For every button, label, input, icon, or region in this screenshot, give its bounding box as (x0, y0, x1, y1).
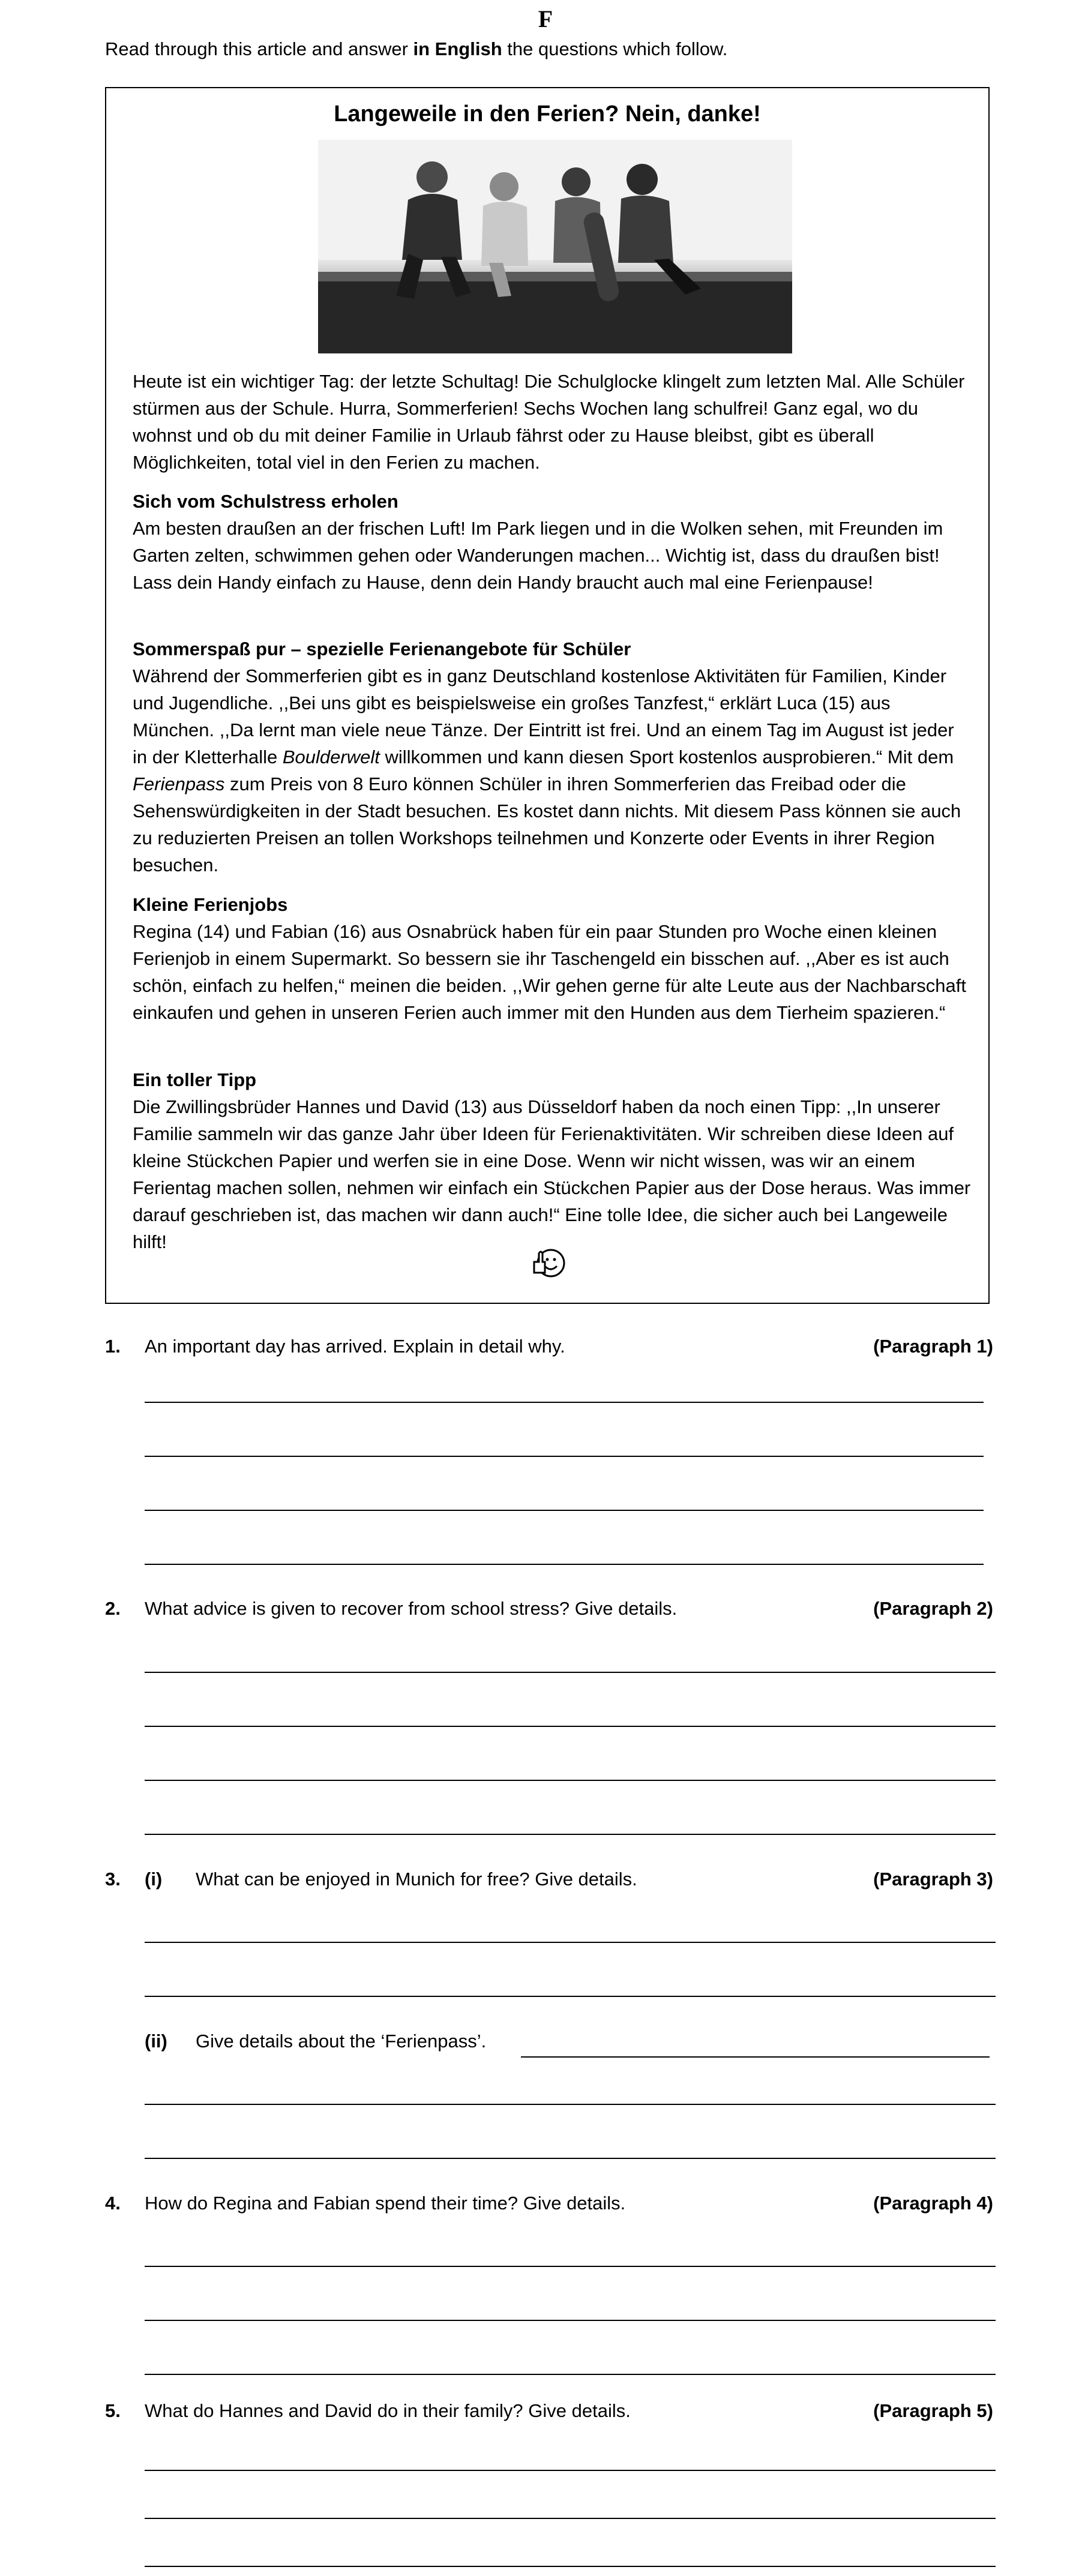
answer-line[interactable] (145, 2104, 996, 2105)
paragraph-5 (133, 1066, 973, 1255)
teenagers-photo-illustration (318, 140, 792, 353)
paragraph-3-part3: zum Preis von 8 Euro können Schüler in ihren Sommerferien das Freibad oder die Sehenswürdigkeiten in der Stadt besuchen. Es kostet dann nichts. Mit diesem Pass können sie auch zu reduzierten Preisen an tollen Workshops teilnehmen und Konzerte oder Events in ihrer Region besuchen. (133, 773, 961, 875)
answer-line[interactable] (145, 2470, 996, 2471)
question-4-text: How do Regina and Fabian spend their time? Give details. (145, 2193, 626, 2214)
question-5-paragraph-ref: (Paragraph 5) (873, 2400, 993, 2421)
answer-line[interactable] (145, 1510, 984, 1511)
question-3-sub-ii: (ii) (145, 2031, 167, 2052)
paragraph-3-part2: willkommen und kann diesen Sport kostenlos ausprobieren.“ Mit dem (379, 746, 954, 767)
thumbs-up-smiley-icon (532, 1244, 567, 1279)
paragraph-4-heading: Kleine Ferienjobs (133, 894, 288, 915)
paragraph-1-text: Heute ist ein wichtiger Tag: der letzte Schultag! Die Schulglocke klingelt zum letzten Mal. Alle Schüler stürmen aus der Schule. Hurra, Sommerferien! Sechs Wochen lang schulfrei! Ganz egal, wo du wohnst und ob du mit deiner Familie in Urlaub fährst oder zu Hause bleibst, gibt es überall Möglichkeiten, total viel in den Ferien zu machen. (133, 371, 965, 473)
question-3-paragraph-ref: (Paragraph 3) (873, 1869, 993, 1890)
question-2-text: What advice is given to recover from school stress? Give details. (145, 1598, 678, 1619)
answer-line[interactable] (145, 1456, 984, 1457)
article-title: Langeweile in den Ferien? Nein, danke! (334, 101, 761, 127)
teenagers-photo (318, 140, 792, 353)
answer-line[interactable] (145, 2158, 996, 2159)
answer-line[interactable] (145, 1402, 984, 1403)
answer-line[interactable] (145, 2374, 996, 2375)
article-box (105, 87, 990, 1304)
answer-line[interactable] (145, 2566, 996, 2567)
answer-line[interactable] (145, 1996, 996, 1997)
question-2-number: 2. (105, 1598, 121, 1619)
paragraph-2-text: Am besten draußen an der frischen Luft! Im Park liegen und in die Wolken sehen, mit Freunden im Garten zelten, schwimmen gehen oder Wanderungen machen... Wichtig ist, dass du draußen bist! Lass dein Handy einfach zu Hause, denn dein Handy braucht auch mal eine Ferienpause! (133, 518, 943, 593)
paragraph-1 (133, 368, 973, 476)
instruction-after: the questions which follow. (502, 38, 728, 59)
answer-line[interactable] (145, 2518, 996, 2519)
paragraph-5-text: Die Zwillingsbrüder Hannes und David (13) aus Düsseldorf haben da noch einen Tipp: ,,In unserer Familie sammeln wir das ganze Jahr über Ideen für Ferienaktivitäten. Wir schreiben diese Ideen auf kleine Stückchen Papier und werfen sie in eine Dose. Wenn wir nicht wissen, was wir an einem Ferientag machen sollen, nehmen wir einfach ein Stückchen Papier aus der Dose heraus. Was immer darauf geschrieben ist, das machen wir dann auch!“ Eine tolle Idee, die sicher auch bei Langeweile hilft! (133, 1096, 971, 1252)
paragraph-3-heading: Sommerspaß pur – spezielle Ferienangebote für Schüler (133, 638, 631, 659)
paragraph-4-text: Regina (14) und Fabian (16) aus Osnabrück haben für ein paar Stunden pro Woche einen kleinen Ferienjob in einem Supermarkt. So bessern sie ihr Taschengeld ein bisschen auf. ,,Aber es ist auch schön, einfach zu helfen,“ meinen die beiden. ,,Wir gehen gerne für alte Leute aus der Nachbarschaft einkaufen und gehen in unseren Ferien auch immer mit den Hunden aus dem Tierheim spazieren.“ (133, 921, 966, 1023)
question-3-text-i: What can be enjoyed in Munich for free? Give details. (196, 1869, 637, 1890)
answer-line[interactable] (145, 1672, 996, 1673)
answer-line[interactable] (145, 2266, 996, 2267)
paragraph-3-boulderwelt: Boulderwelt (282, 746, 380, 767)
question-4-paragraph-ref: (Paragraph 4) (873, 2193, 993, 2214)
question-5-number: 5. (105, 2400, 121, 2421)
paragraph-4 (133, 891, 973, 1026)
instruction-before: Read through this article and answer (105, 38, 413, 59)
paragraph-3-part1: Während der Sommerferien gibt es in ganz Deutschland kostenlose Aktivitäten für Familien, Kinder und Jugendliche. ,,Bei uns gibt es beispielsweise ein großes Tanzfest,“ erklärt Luca (15) aus München. ,,Da lernt man viele neue Tänze. Der Eintritt ist frei. Und an einem Tag im August ist jeder in der Kletterhalle (133, 665, 954, 767)
instruction-bold: in English (413, 38, 502, 59)
answer-line[interactable] (145, 1942, 996, 1943)
paragraph-5-heading: Ein toller Tipp (133, 1069, 257, 1090)
question-1-number: 1. (105, 1336, 121, 1357)
answer-line[interactable] (145, 2320, 996, 2321)
paragraph-2 (133, 488, 973, 596)
question-4-number: 4. (105, 2193, 121, 2214)
paragraph-3-text (133, 662, 973, 878)
question-5-text: What do Hannes and David do in their family? Give details. (145, 2400, 631, 2421)
answer-line-inline[interactable] (521, 2056, 990, 2058)
answer-line[interactable] (145, 1564, 984, 1565)
question-2-paragraph-ref: (Paragraph 2) (873, 1598, 993, 1619)
paragraph-2-heading: Sich vom Schulstress erholen (133, 491, 398, 512)
answer-line[interactable] (145, 1780, 996, 1781)
paragraph-3-ferienpass: Ferienpass (133, 773, 225, 794)
question-3-sub-i: (i) (145, 1869, 163, 1890)
question-1-paragraph-ref: (Paragraph 1) (873, 1336, 993, 1357)
question-3-text-ii: Give details about the ‘Ferienpass’. (196, 2031, 487, 2052)
paragraph-3 (133, 635, 973, 878)
instruction (105, 38, 727, 60)
answer-line[interactable] (145, 1834, 996, 1835)
answer-line[interactable] (145, 1726, 996, 1727)
question-1-text: An important day has arrived. Explain in detail why. (145, 1336, 565, 1357)
question-3-number: 3. (105, 1869, 121, 1890)
section-letter: F (538, 5, 553, 32)
